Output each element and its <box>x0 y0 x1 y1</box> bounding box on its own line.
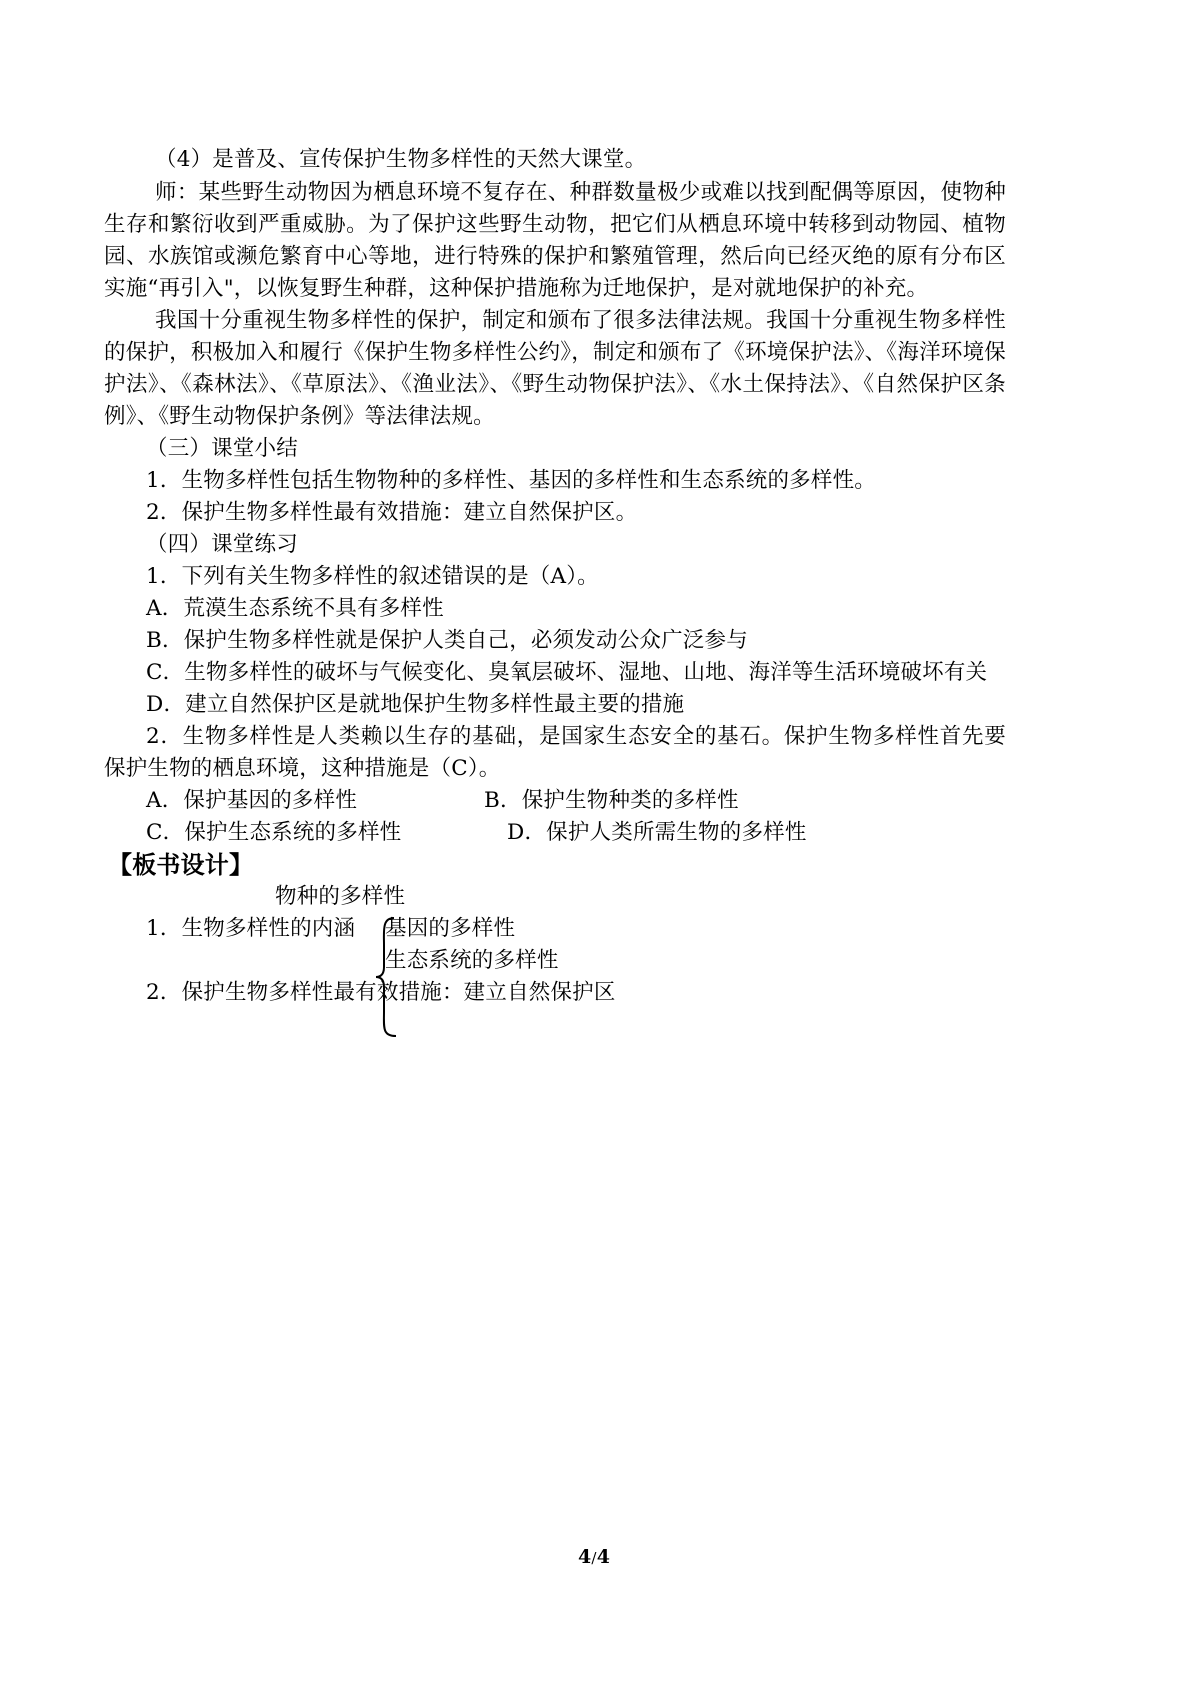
teacher-paragraph-line-2: 生存和繁衍收到严重威胁。为了保护这些野生动物，把它们从栖息环境中转移到动物园、植物 <box>104 212 1006 237</box>
board-item-1: 1．生物多样性的内涵 <box>146 916 356 941</box>
page-number-current: 4 <box>578 1546 592 1568</box>
law-paragraph-line-4: 例》、《野生动物保护条例》等法律法规。 <box>104 404 495 429</box>
page-number <box>578 1541 610 1574</box>
question-2-line-1: 2．生物多样性是人类赖以生存的基础，是国家生态安全的基石。保护生物多样性首先要 <box>146 724 1006 749</box>
law-paragraph-line-1: 我国十分重视生物多样性的保护，制定和颁布了很多法律法规。我国十分重视生物多样性 <box>155 308 1006 333</box>
question-1-option-d: D．建立自然保护区是就地保护生物多样性最主要的措施 <box>146 692 685 717</box>
teacher-paragraph-line-4: 实施“再引入"，以恢复野生种群，这种保护措施称为迁地保护，是对就地保护的补充。 <box>104 276 929 301</box>
question-1-option-c: C．生物多样性的破坏与气候变化、臭氧层破坏、湿地、山地、海洋等生活环境破坏有关 <box>146 660 988 685</box>
teacher-paragraph-line-1: 师：某些野生动物因为栖息环境不复存在、种群数量极少或难以找到配偶等原因，使物种 <box>155 180 1006 205</box>
question-1-option-a: A．荒漠生态系统不具有多样性 <box>146 596 444 621</box>
page-number-total: 4 <box>596 1546 611 1568</box>
question-2-option-d: D．保护人类所需生物的多样性 <box>507 820 807 845</box>
question-1: 1．下列有关生物多样性的叙述错误的是（A）。 <box>146 564 599 589</box>
curly-brace <box>374 915 408 1040</box>
board-design-heading: 【板书设计】 <box>108 850 254 879</box>
board-gene-diversity: 基因的多样性 <box>385 916 516 941</box>
question-1-option-b: B．保护生物多样性就是保护人类自己，必须发动公众广泛参与 <box>146 628 748 653</box>
law-paragraph-line-3: 护法》、《森林法》、《草原法》、《渔业法》、《野生动物保护法》、《水土保持法》、《自然保护区条 <box>104 372 1006 397</box>
summary-item-1: 1．生物多样性包括生物物种的多样性、基因的多样性和生态系统的多样性。 <box>146 468 876 493</box>
law-paragraph-line-2: 的保护，积极加入和履行《保护生物多样性公约》，制定和颁布了《环境保护法》、《海洋环境保 <box>104 340 1006 365</box>
question-2-option-c: C．保护生态系统的多样性 <box>146 820 402 845</box>
question-2-option-a: A．保护基因的多样性 <box>146 788 358 813</box>
paragraph-item-4: （4）是普及、宣传保护生物多样性的天然大课堂。 <box>155 147 647 172</box>
question-2-option-b: B．保护生物种类的多样性 <box>484 788 739 813</box>
summary-item-2: 2．保护生物多样性最有效措施：建立自然保护区。 <box>146 500 638 525</box>
board-species-diversity: 物种的多样性 <box>275 884 406 909</box>
summary-title: （三）课堂小结 <box>146 436 298 461</box>
question-2-line-2: 保护生物的栖息环境，这种措施是（C）。 <box>104 756 501 781</box>
board-item-2: 2．保护生物多样性最有效措施：建立自然保护区 <box>146 980 616 1005</box>
page-number-separator: / <box>591 1549 597 1567</box>
practice-title: （四）课堂练习 <box>146 532 298 557</box>
board-ecosystem-diversity: 生态系统的多样性 <box>385 948 559 973</box>
teacher-paragraph-line-3: 园、水族馆或濒危繁育中心等地，进行特殊的保护和繁殖管理，然后向已经灭绝的原有分布区 <box>104 244 1006 269</box>
